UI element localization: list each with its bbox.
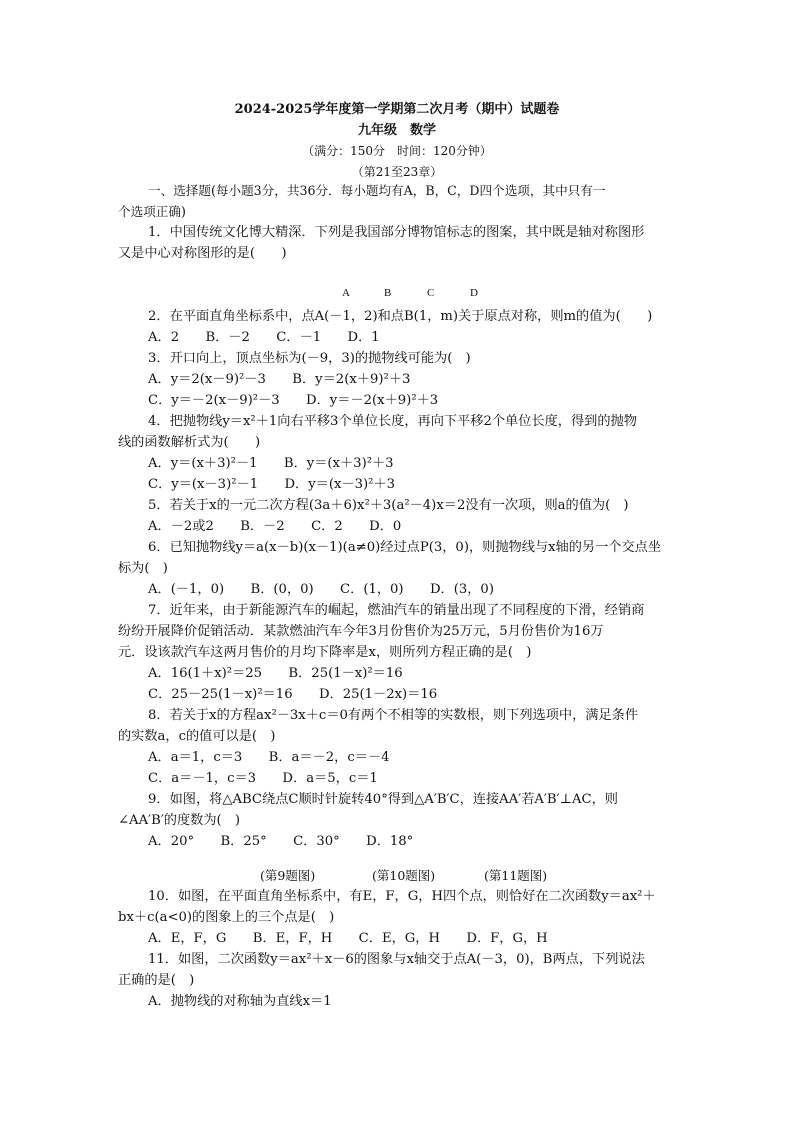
q8-options-1: A．a＝1，c＝3 B．a＝－2，c＝－4 [148, 750, 390, 765]
q1-label-b: B [384, 287, 392, 299]
score-time: （满分：150分 时间：120分钟） [302, 144, 492, 158]
q9-line-1: 9．如图，将△ABC绕点C顺时针旋转40°得到△A′B′C，连接AA′若A′B′⊥AC，则 [148, 792, 618, 807]
figure-caption-q9: (第9题图) [260, 868, 316, 883]
section1-intro-2: 个选项正确) [118, 204, 186, 219]
q7-line-1: 7．近年来，由于新能源汽车的崛起，燃油汽车的销量出现了不同程度的下滑，经销商 [148, 603, 645, 618]
q4-options-1: A．y＝(x＋3)²－1 B．y＝(x＋3)²＋3 [148, 456, 394, 471]
q6-line-1: 6．已知抛物线y＝a(x－b)(x－1)(a≠0)经过点P(3，0)，则抛物线与x轴的另一个交点坐 [148, 540, 662, 555]
q7-line-3: 元．设该款汽车这两月售价的月均下降率是x，则所列方程正确的是( ) [118, 645, 532, 660]
chapters: （第21至23章） [351, 165, 443, 179]
q1-label-c: C [427, 287, 435, 299]
q7-options-1: A．16(1＋x)²＝25 B．25(1－x)²＝16 [148, 666, 403, 681]
q1-label-d: D [470, 287, 478, 299]
q5-line-1: 5．若关于x的一元二次方程(3a＋6)x²＋3(a²－4)x＝2没有一次项，则a的值为( ) [148, 498, 629, 513]
q1-label-a: A [342, 287, 350, 299]
q11-line-2: 正确的是( ) [118, 973, 195, 988]
q7-line-2: 纷纷开展降价促销活动．某款燃油汽车今年3月份售价为25万元，5月份售价为16万 [118, 624, 604, 639]
exam-title: 2024-2025学年度第一学期第二次月考（期中）试题卷 [234, 102, 560, 117]
q3-line-1: 3．开口向上，顶点坐标为(－9，3)的抛物线可能为( ) [148, 351, 471, 366]
q10-line-1: 10．如图，在平面直角坐标系中，有E，F，G，H四个点，则恰好在二次函数y＝ax²＋ [148, 889, 656, 904]
q6-line-2: 标为( ) [118, 561, 168, 576]
q10-line-2: bx＋c(a<0)的图象上的三个点是( ) [118, 910, 335, 925]
q1-line-1: 1．中国传统文化博大精深．下列是我国部分博物馆标志的图案，其中既是轴对称图形 [148, 225, 645, 240]
q8-line-2: 的实数a，c的值可以是( ) [118, 729, 276, 744]
q4-options-2: C．y＝(x－3)²－1 D．y＝(x－3)²＋3 [148, 477, 396, 492]
q4-line-1: 4．把抛物线y＝x²＋1向右平移3个单位长度，再向下平移2个单位长度，得到的抛物 [148, 414, 637, 429]
q2-line-1: 2．在平面直角坐标系中，点A(－1，2)和点B(1，m)关于原点对称，则m的值为( ) [148, 309, 653, 324]
section1-intro-1: 一、选择题(每小题3分，共36分．每小题均有A，B，C，D四个选项，其中只有一 [148, 183, 606, 198]
q5-options: A．－2或2 B．－2 C．2 D．0 [148, 519, 402, 534]
q6-options: A．(－1，0) B．(0，0) C．(1，0) D．(3，0) [148, 582, 494, 597]
q9-line-2: ∠AA′B′的度数为( ) [118, 813, 241, 828]
q11-line-1: 11．如图，二次函数y＝ax²＋x－6的图象与x轴交于点A(－3，0)，B两点，下列说法 [148, 952, 645, 967]
q1-line-2: 又是中心对称图形的是( ) [118, 246, 287, 261]
figure-caption-q11: (第11题图) [484, 868, 548, 883]
q8-options-2: C．a＝－1，c＝3 D．a＝5，c＝1 [148, 771, 378, 786]
figure-caption-q10: (第10题图) [372, 868, 436, 883]
q2-options: A．2 B．－2 C．－1 D．1 [148, 330, 380, 345]
q8-line-1: 8．若关于x的方程ax²－3x＋c＝0有两个不相等的实数根，则下列选项中，满足条件 [148, 708, 639, 723]
q3-options-1: A．y＝2(x－9)²－3 B．y＝2(x＋9)²＋3 [148, 372, 411, 387]
grade-subject: 九年级 数学 [357, 123, 436, 138]
q7-options-2: C．25－25(1－x)²＝16 D．25(1－2x)＝16 [148, 687, 438, 702]
q4-line-2: 线的函数解析式为( ) [118, 435, 261, 450]
q10-options: A．E，F，G B．E，F，H C．E，G，H D．F，G，H [148, 931, 548, 946]
q9-options: A．20° B．25° C．30° D．18° [148, 834, 414, 849]
q11-option-a: A．抛物线的对称轴为直线x＝1 [148, 994, 332, 1009]
q3-options-2: C．y＝－2(x－9)²－3 D．y＝－2(x＋9)²＋3 [148, 393, 439, 408]
